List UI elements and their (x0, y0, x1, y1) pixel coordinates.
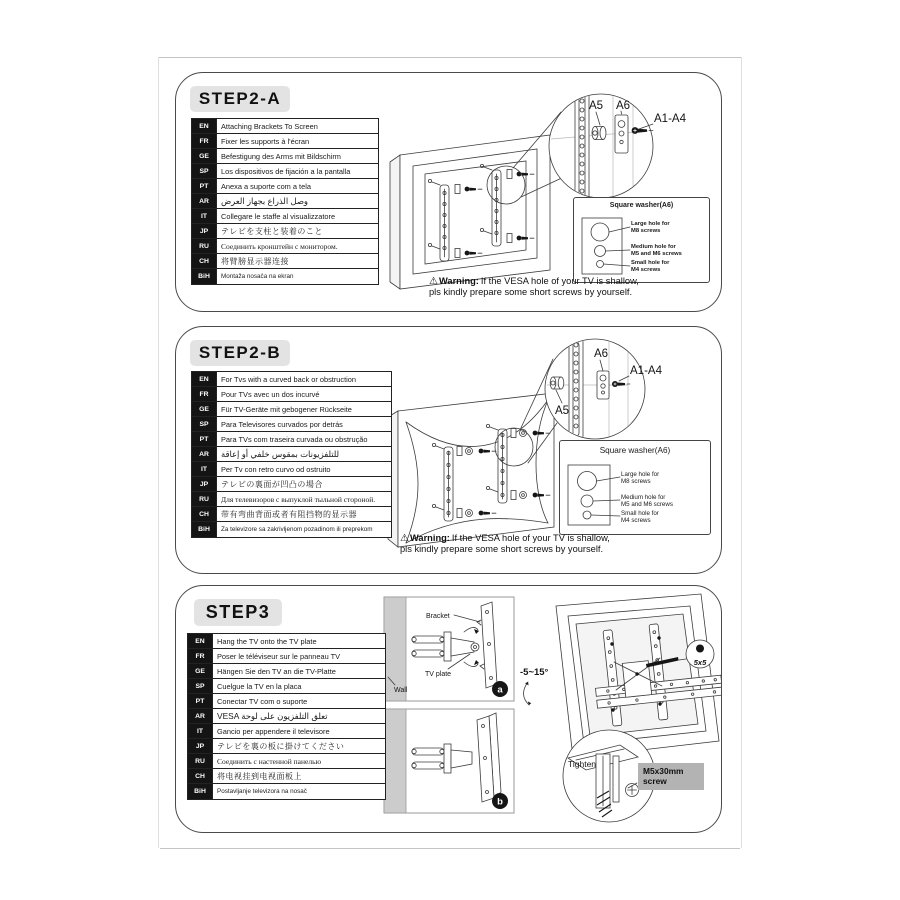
lang-text-cell: Collegare le staffe al visualizzatore (221, 211, 336, 221)
lang-text-cell: 将臂膀显示器连接 (221, 256, 289, 266)
lang-text-cell: Attaching Brackets To Screen (221, 121, 318, 131)
step2a-title-text: STEP2-A (198, 89, 282, 108)
lang-text-cell: Postavljanje televizora na nosač (217, 788, 307, 795)
lang-code-cell: FR (192, 387, 217, 401)
table-row (192, 224, 378, 239)
lang-code-cell: IT (192, 209, 217, 223)
label-tilt-angle: -5~15° (520, 667, 549, 678)
lang-text-cell: Соединить с настенной панелью (217, 756, 322, 766)
warning-icon: ⚠ (400, 533, 409, 544)
lang-text-cell: テレビを裏の板に掛けてください (217, 741, 345, 751)
table-row (192, 164, 378, 179)
lang-text-cell: Gancio per appendere il televisore (217, 726, 330, 736)
washer-item-line: Large hole for (631, 221, 670, 227)
table-row (188, 679, 385, 694)
lang-text-cell: VESA تعلق التلفزيون على لوحة (217, 711, 328, 721)
washer-item-line: Medium hole for (621, 494, 666, 501)
washer-item-line: Medium hole for (631, 244, 676, 250)
table-row (188, 739, 385, 754)
washer-item-line: M5 and M6 screws (631, 250, 682, 257)
page-border-bottom (160, 848, 740, 849)
label-a1-a4: A1-A4 (654, 113, 686, 125)
lang-code-cell: IT (192, 462, 217, 476)
step3-title (194, 599, 282, 626)
table-row (188, 664, 385, 679)
lang-text-cell: 将电视挂到电视面板上 (217, 771, 302, 781)
label-wall: Wall (394, 687, 408, 694)
lang-code-cell: PT (192, 432, 217, 446)
step2b-title-text: STEP2-B (198, 343, 282, 362)
label-tighten: Tighten (568, 759, 597, 769)
screw-spec-line: screw (643, 776, 667, 786)
panel-step2b (175, 326, 722, 574)
page-border-right (741, 57, 742, 848)
lang-text-cell: For Tvs with a curved back or obstruction (221, 374, 357, 384)
lang-code-cell: AR (192, 194, 217, 208)
warning-label: Warning: (438, 276, 479, 286)
washer-item-line: M8 screws (631, 227, 661, 234)
lang-code-cell: BiH (192, 522, 217, 537)
washer-item-line: Small hole for (631, 260, 670, 266)
allen-key-size-label: 5x5 (693, 658, 707, 667)
lang-code-cell: BiH (188, 784, 213, 799)
table-row (192, 119, 378, 134)
lang-code-cell: RU (188, 754, 213, 768)
washer-item (631, 244, 682, 258)
warning-text: If the VESA hole of your TV is shallow, pls kindly prepare some short screws by yourself. (400, 533, 610, 555)
step2b-washer-box (559, 440, 711, 535)
lang-code-cell: GE (192, 402, 217, 416)
page-border-left (158, 57, 159, 848)
label-tv-plate: TV plate (425, 671, 452, 678)
table-row (192, 387, 391, 402)
lang-text-cell: Pour TVs avec un dos incurvé (221, 389, 320, 399)
lang-code-cell: CH (192, 254, 217, 268)
label-a5: A5 (588, 100, 604, 112)
lang-text-cell: للتلفزيونات بمقوس خلفي أو إعاقة (221, 449, 340, 459)
step3-language-table (187, 633, 386, 800)
washer-item-line: M5 and M6 screws (621, 501, 673, 509)
table-row (192, 447, 391, 462)
washer-item-line: Large hole for (621, 471, 660, 478)
table-row (192, 209, 378, 224)
page-border-top (158, 57, 742, 58)
lang-text-cell: وصل الذراع بجهاز العرض (221, 196, 308, 206)
table-row (192, 507, 391, 522)
lang-code-cell: PT (192, 179, 217, 193)
table-row (192, 254, 378, 269)
lang-code-cell: SP (192, 417, 217, 431)
lang-code-cell: RU (192, 239, 217, 253)
table-row (192, 492, 391, 507)
table-row (192, 372, 391, 387)
lang-text-cell: 带有弯曲背面或者有阻挡物的显示器 (221, 509, 357, 519)
table-row (192, 432, 391, 447)
step2a-warning (429, 276, 644, 299)
lang-text-cell: テレビを支柱と装着のこと (221, 226, 323, 236)
table-row (188, 634, 385, 649)
lang-code-cell: JP (192, 477, 217, 491)
lang-code-cell: SP (188, 679, 213, 693)
lang-code-cell: PT (188, 694, 213, 708)
step2b-title (190, 340, 290, 366)
panel-step3 (175, 585, 722, 833)
table-row (192, 269, 378, 284)
table-row (192, 194, 378, 209)
washer-box-title: Square washer(A6) (609, 202, 674, 209)
lang-text-cell: Poser le téléviseur sur le panneau TV (217, 651, 341, 661)
washer-item (621, 494, 673, 508)
lang-text-cell: Hängen Sie den TV an die TV-Platte (217, 666, 336, 676)
step2a-title (190, 86, 290, 112)
screw-spec-line: M5x30mm (643, 766, 684, 776)
lang-text-cell: Соединить кронштейн с монитором. (221, 241, 338, 251)
table-row (192, 179, 378, 194)
washer-item (631, 260, 669, 274)
step2a-washer-box (573, 197, 710, 283)
badge-a: a (497, 684, 503, 696)
lang-code-cell: EN (192, 372, 217, 386)
warning-text: If the VESA hole of your TV is shallow, pls kindly prepare some short screws by yourself. (429, 276, 639, 298)
screw-spec-box (638, 763, 704, 790)
lang-code-cell: EN (192, 119, 217, 133)
warning-label: Warning: (409, 533, 450, 543)
table-row (188, 724, 385, 739)
washer-item (621, 510, 659, 524)
table-row (188, 694, 385, 709)
lang-code-cell: RU (192, 492, 217, 506)
washer-item-line: M4 screws (631, 266, 661, 273)
step2b-language-table (191, 371, 392, 538)
lang-text-cell: テレビの裏面が凹凸の場合 (221, 479, 323, 489)
washer-item (621, 471, 659, 485)
washer-item (631, 221, 670, 235)
table-row (188, 769, 385, 784)
step3-title-text: STEP3 (205, 602, 271, 622)
step2a-language-table (191, 118, 379, 285)
lang-code-cell: IT (188, 724, 213, 738)
lang-text-cell: Per Tv con retro curvo od ostruito (221, 464, 331, 474)
table-row (192, 462, 391, 477)
table-row (192, 522, 391, 537)
label-a5: A5 (554, 405, 570, 417)
lang-code-cell: JP (188, 739, 213, 753)
lang-text-cell: Za televizore sa zakrivljenom pozadinom ili preprekom (221, 526, 373, 533)
table-row (188, 709, 385, 724)
lang-code-cell: AR (192, 447, 217, 461)
table-row (188, 754, 385, 769)
washer-box-title: Square washer(A6) (599, 446, 671, 455)
lang-text-cell: Cuelgue la TV en la placa (217, 681, 302, 691)
lang-text-cell: Para TVs com traseira curvada ou obstrução (221, 434, 368, 444)
lang-code-cell: FR (188, 649, 213, 663)
table-row (192, 239, 378, 254)
lang-text-cell: Para Televisores curvados por detrás (221, 419, 343, 429)
label-a1-a4: A1-A4 (630, 365, 662, 377)
lang-code-cell: GE (188, 664, 213, 678)
lang-text-cell: Anexa a suporte com a tela (221, 181, 311, 191)
lang-text-cell: Для телевизоров с выпуклой тыльной стороной. (221, 494, 376, 504)
lang-text-cell: Fixer les supports à l'écran (221, 136, 310, 146)
lang-code-cell: EN (188, 634, 213, 648)
lang-text-cell: Los dispositivos de fijación a la pantalla (221, 166, 351, 176)
lang-code-cell: JP (192, 224, 217, 238)
label-bracket: Bracket (426, 613, 450, 620)
lang-code-cell: CH (192, 507, 217, 521)
table-row (192, 417, 391, 432)
lang-text-cell: Montaža nosača na ekran (221, 273, 294, 280)
lang-code-cell: CH (188, 769, 213, 783)
table-row (192, 402, 391, 417)
table-row (188, 784, 385, 799)
lang-code-cell: FR (192, 134, 217, 148)
lang-code-cell: SP (192, 164, 217, 178)
lang-code-cell: AR (188, 709, 213, 723)
table-row (192, 477, 391, 492)
lang-text-cell: Conectar TV com o suporte (217, 696, 308, 706)
lang-text-cell: Befestigung des Arms mit Bildschirm (221, 151, 341, 161)
lang-code-cell: BiH (192, 269, 217, 284)
step2b-warning (400, 533, 615, 556)
washer-item-line: M8 screws (621, 478, 651, 486)
table-row (188, 649, 385, 664)
label-a6: A6 (615, 100, 631, 112)
panel-step2a (175, 72, 722, 312)
lang-code-cell: GE (192, 149, 217, 163)
badge-b: b (497, 796, 503, 808)
lang-text-cell: Hang the TV onto the TV plate (217, 636, 317, 646)
table-row (192, 149, 378, 164)
washer-item-line: Small hole for (621, 510, 659, 517)
washer-item-line: M4 screws (621, 517, 651, 525)
table-row (192, 134, 378, 149)
warning-icon: ⚠ (429, 276, 438, 287)
label-a6: A6 (593, 348, 609, 360)
lang-text-cell: Für TV-Geräte mit gebogener Rückseite (221, 404, 352, 414)
